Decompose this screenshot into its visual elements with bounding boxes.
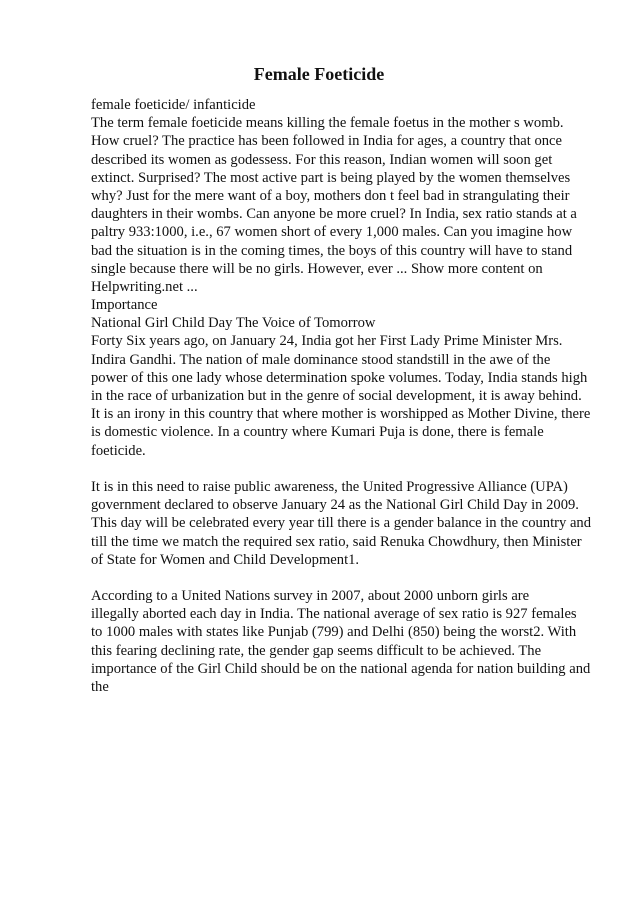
text-line: of State for Women and Child Development1. xyxy=(91,551,360,568)
text-line: described its women as godessess. For this reason, Indian women will soon get xyxy=(91,151,553,168)
text-line: the xyxy=(91,679,109,695)
text-line: Forty Six years ago, on January 24, India got her First Lady Prime Minister Mrs. xyxy=(91,333,563,350)
text-line: daughters in their wombs. Can anyone be more cruel? In India, sex ratio stands at a xyxy=(91,206,577,223)
text-line: to 1000 males with states like Punjab (799) and Delhi (850) being the worst2. With xyxy=(91,624,577,641)
text-line: this fearing declining rate, the gender gap seems difficult to be achieved. The xyxy=(91,642,542,659)
paragraph-gap xyxy=(91,569,591,587)
text-line: The term female foeticide means killing the female foetus in the mother s womb. xyxy=(91,115,564,132)
text-line: illegally aborted each day in India. The national average of sex ratio is 927 females xyxy=(91,606,577,623)
text-line: is domestic violence. In a country where Kumari Puja is done, there is female xyxy=(91,424,544,441)
text-line: power of this one lady whose determination spoke volumes. Today, India stands high xyxy=(91,369,588,386)
text-line: How cruel? The practice has been followed in India for ages, a country that once xyxy=(91,133,562,150)
text-line: government declared to observe January 24 as the National Girl Child Day in 2009. xyxy=(91,497,579,514)
text-line: It is in this need to raise public awareness, the United Progressive Alliance (UPA) xyxy=(91,478,568,495)
text-line: Importance xyxy=(91,297,158,314)
page-title: Female Foeticide xyxy=(253,64,385,84)
text-line: This day will be celebrated every year till there is a gender balance in the country and xyxy=(91,515,592,532)
text-line: bad the situation is in the coming times, the boys of this country will have to stand xyxy=(91,242,573,259)
text-line: foeticide. xyxy=(91,442,146,459)
paragraph-upa xyxy=(91,478,591,569)
text-line: in the race of urbanization but in the genre of social development, it is away behind. xyxy=(91,388,582,404)
paragraph-un-survey xyxy=(91,587,591,696)
text-line: why? Just for the mere want of a boy, mothers don t feel bad in strangulating their xyxy=(91,187,570,204)
text-line: till the time we match the required sex ratio, said Renuka Chowdhury, then Minister xyxy=(91,533,582,550)
text-line: paltry 933:1000, i.e., 67 women short of every 1,000 males. Can you imagine how xyxy=(91,224,573,241)
text-line: extinct. Surprised? The most active part is being played by the women themselves xyxy=(91,169,571,186)
text-line: National Girl Child Day The Voice of Tomorrow xyxy=(91,315,376,332)
text-line: female foeticide/ infanticide xyxy=(91,97,256,113)
text-line: Indira Gandhi. The nation of male dominance stood standstill in the awe of the xyxy=(91,351,551,368)
text-line: Helpwriting.net ... xyxy=(91,278,198,295)
text-line: importance of the Girl Child should be on the national agenda for nation building and xyxy=(91,660,591,677)
text-line: According to a United Nations survey in 2007, about 2000 unborn girls are xyxy=(91,588,530,605)
paragraph-intro xyxy=(91,96,591,460)
document-body xyxy=(91,96,591,696)
paragraph-gap xyxy=(91,460,591,478)
text-line: single because there will be no girls. However, ever ... Show more content on xyxy=(91,260,543,277)
text-line: It is an irony in this country that where mother is worshipped as Mother Divine, there xyxy=(91,406,591,423)
